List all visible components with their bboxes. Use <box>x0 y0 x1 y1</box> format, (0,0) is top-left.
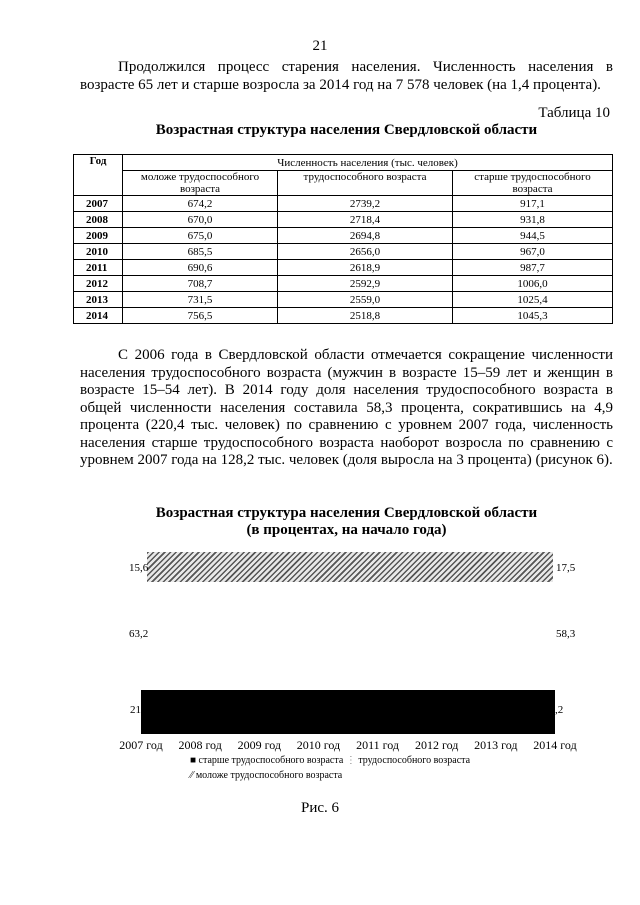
legend-square-icon: ■ <box>190 755 197 766</box>
col-working-header: трудоспособного возраста <box>278 171 453 196</box>
x-tick-label: 2010 год <box>296 738 341 752</box>
young-cell: 690,6 <box>123 260 278 276</box>
working-cell: 2618,9 <box>278 260 453 276</box>
working-cell: 2518,8 <box>278 308 453 324</box>
year-cell: 2007 <box>74 196 123 212</box>
x-tick-label: 2014 год <box>533 738 577 752</box>
working-cell: 2739,2 <box>278 196 453 212</box>
chart-title <box>80 505 613 539</box>
young-end-label: 17,5 <box>556 562 576 574</box>
year-header: Год <box>74 155 123 196</box>
legend-dots-icon: ⋮ <box>345 755 356 766</box>
col-older-header: старше трудоспособного возраста <box>453 171 613 196</box>
table-row <box>74 228 613 244</box>
year-cell: 2009 <box>74 228 123 244</box>
x-tick-label: 2013 год <box>474 738 518 752</box>
figure-caption: Рис. 6 <box>300 800 340 816</box>
working-end-label: 58,3 <box>556 628 576 640</box>
year-cell: 2008 <box>74 212 123 228</box>
working-cell: 2559,0 <box>278 292 453 308</box>
older-cell: 987,7 <box>453 260 613 276</box>
x-tick-label: 2007 год <box>119 738 163 752</box>
young-cell: 674,2 <box>123 196 278 212</box>
table-row <box>74 260 613 276</box>
year-cell: 2013 <box>74 292 123 308</box>
table-row <box>74 196 613 212</box>
working-cell: 2656,0 <box>278 244 453 260</box>
young-cell: 708,7 <box>123 276 278 292</box>
legend-working-label: трудоспособного возраста <box>358 755 471 766</box>
year-cell: 2010 <box>74 244 123 260</box>
older-cell: 944,5 <box>453 228 613 244</box>
group-header: Численность населения (тыс. человек) <box>123 155 613 171</box>
young-cell: 756,5 <box>123 308 278 324</box>
young-cell: 675,0 <box>123 228 278 244</box>
legend-young-label: моложе трудоспособного возраста <box>195 770 343 781</box>
col-young-header: моложе трудоспособного возраста <box>123 171 278 196</box>
older-cell: 1025,4 <box>453 292 613 308</box>
legend-older-label: старше трудоспособного возраста <box>198 755 344 766</box>
table-row <box>74 292 613 308</box>
intro-paragraph: Продолжился процесс старения населения. Численность населения в возрасте 65 лет и старше возросла за 2014 год на 7 578 человек (на 1,4 процента). <box>80 59 613 93</box>
legend-line-1 <box>190 755 470 766</box>
table-row <box>74 276 613 292</box>
year-cell: 2011 <box>74 260 123 276</box>
older-end-label: ,2 <box>555 704 564 716</box>
year-cell: 2012 <box>74 276 123 292</box>
young-area-band <box>147 552 553 582</box>
older-start-label: 21 <box>130 704 141 716</box>
table-label: Таблица 10 <box>538 105 610 121</box>
older-cell: 931,8 <box>453 212 613 228</box>
older-cell: 1045,3 <box>453 308 613 324</box>
chart-title-line: Возрастная структура населения Свердловской области <box>155 505 538 521</box>
x-tick-label: 2008 год <box>178 738 222 752</box>
older-cell: 967,0 <box>453 244 613 260</box>
body-paragraph: С 2006 года в Свердловской области отмечается сокращение численности населения трудоспособного возраста (мужчин в возрасте 15–59 лет и женщин в возрасте 15–54 лет). В 2014 году доля населения трудоспособного возраста в общей численности населения составила 58,3 процента, сократившись на 4,9 процента (220,4 тыс. человек) по сравнению с уровнем 2007 года, численность населения старше трудоспособного возраста наоборот возросла по сравнению с уровнем 2007 года на 128,2 тыс. человек (доля выросла на 3 процента) (рисунок 6). <box>80 347 613 468</box>
working-cell: 2718,4 <box>278 212 453 228</box>
table-title: Возрастная структура населения Свердловской области <box>155 122 538 138</box>
legend-line-2 <box>190 770 342 781</box>
working-cell: 2694,8 <box>278 228 453 244</box>
legend-hatch-icon: ⁄⁄ <box>190 770 194 781</box>
table-row <box>74 212 613 228</box>
older-area-band <box>141 690 555 734</box>
chart-subtitle: (в процентах, на начало года) <box>246 522 447 538</box>
young-start-label: 15,6 <box>129 562 149 574</box>
older-cell: 1006,0 <box>453 276 613 292</box>
page-number: 21 <box>312 38 328 54</box>
young-cell: 685,5 <box>123 244 278 260</box>
x-tick-label: 2009 год <box>237 738 281 752</box>
population-table <box>73 154 613 324</box>
table-row <box>74 308 613 324</box>
working-start-label: 63,2 <box>129 628 149 640</box>
older-cell: 917,1 <box>453 196 613 212</box>
table-row <box>74 244 613 260</box>
young-cell: 731,5 <box>123 292 278 308</box>
working-cell: 2592,9 <box>278 276 453 292</box>
year-cell: 2014 <box>74 308 123 324</box>
x-tick-label: 2012 год <box>415 738 459 752</box>
young-cell: 670,0 <box>123 212 278 228</box>
x-tick-label: 2011 год <box>356 738 400 752</box>
